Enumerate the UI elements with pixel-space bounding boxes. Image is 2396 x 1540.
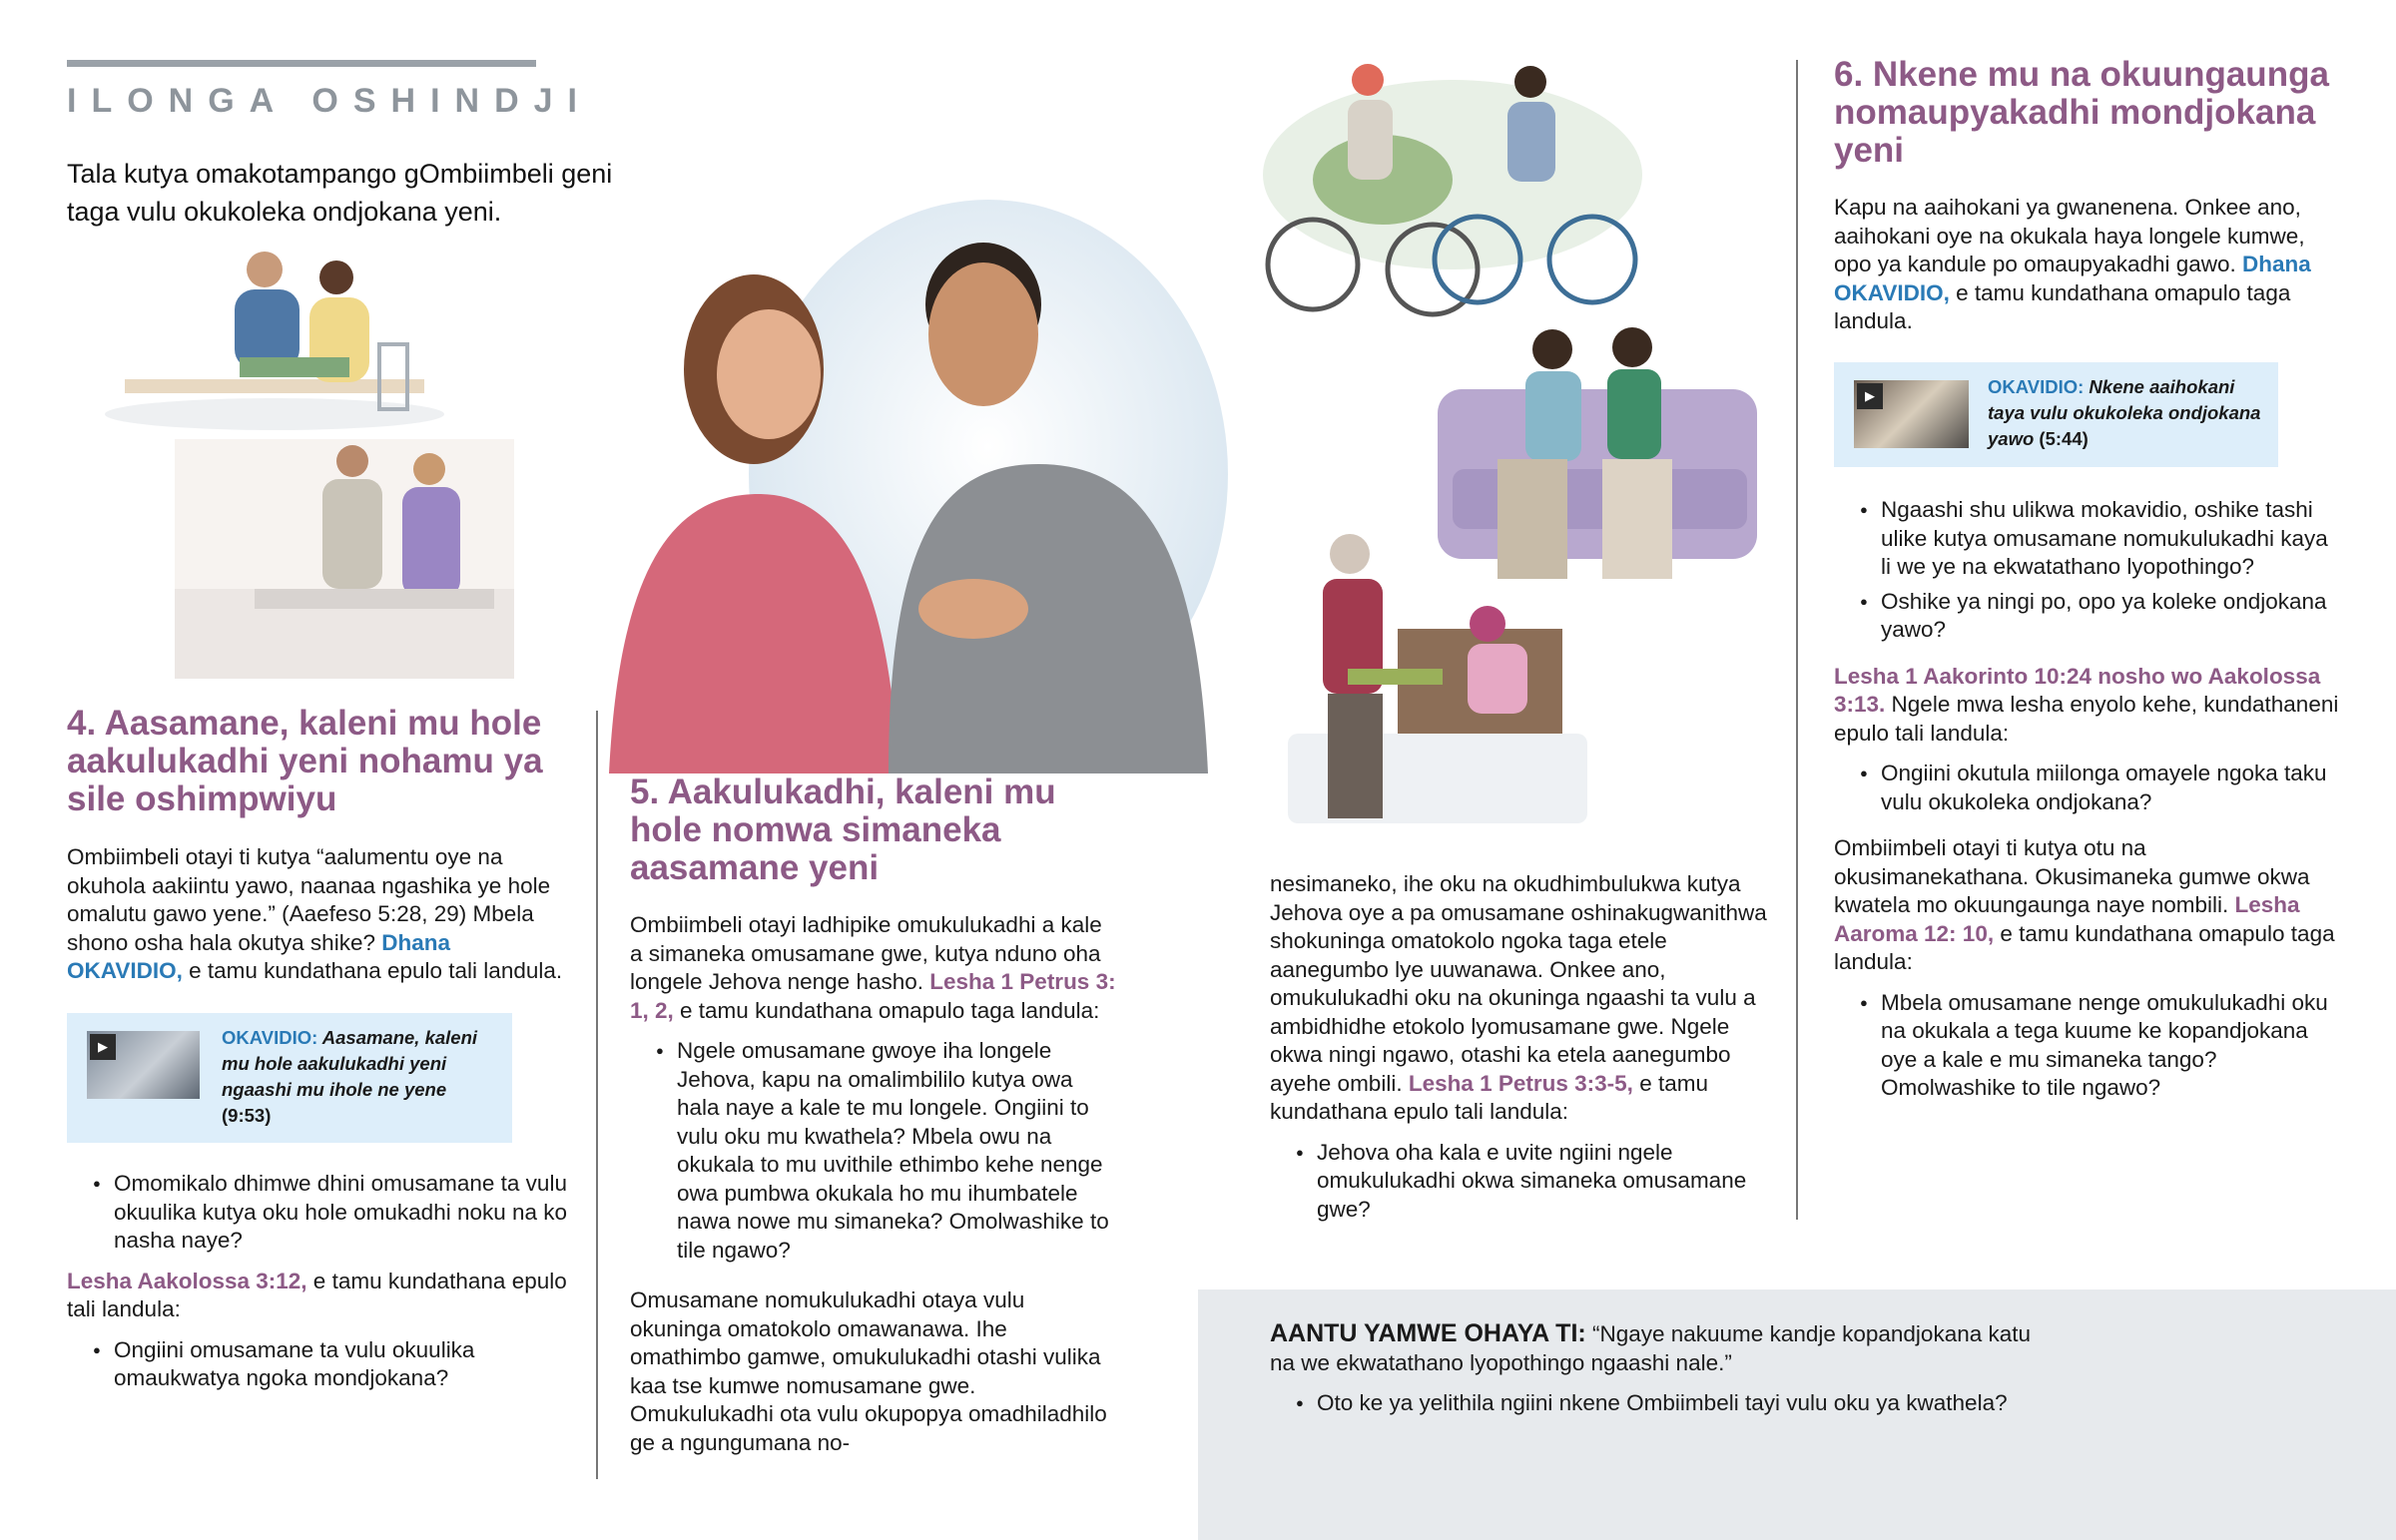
question-item: ● Jehova oha kala e uvite ngiini ngele omukulukadhi okwa simaneka omusamane gwe? <box>1270 1139 1769 1225</box>
section4-heading: 4. Aasamane, kaleni mu hole aakulukadhi yeni nohamu ya sile oshimpwiyu <box>67 704 543 818</box>
section6-body: Kapu na aaihokani ya gwanenena. Onkee ano, aaihokani oye na okukala haya longele kumwe, opo ya kandule po omaupyakadhi gawo. Dhana OKAVIDIO, e tamu kundathana omapulo taga landula. <box>1834 195 2311 333</box>
scripture-ref[interactable]: Lesha Aakolossa 3:12, <box>67 1268 307 1293</box>
scripture-ref[interactable]: Lesha 1 Aakorinto 10:24 nosho wo Aakolossa 3:13. <box>1834 663 2321 717</box>
lead-text: Tala kutya omakotampango gOmbiimbeli geni taga vulu okukoleka ondjokana yeni. <box>67 159 613 227</box>
section6-questions: ● Ngaashi shu ulikwa mokavidio, oshike tashi ulike kutya omusamane nomukulukadhi kaya li we ye na ekwatathano lyopothingo? ● Oshike ya ningi po, opo ya koleke ondjokana yawo? Lesha 1 Aakorinto 10:24 nosho wo Aakolossa 3:13. Ngele mwa lesha enyolo kehe, kundathaneni epulo tali landula: ● Ongiini okutula miilonga omayele ngoka taku vulu okukoleka ondjokana? Ombiimbeli otayi ti kutya otu na okusimanekathana. Okusimaneka gumwe okwa kwatela mo okuungaunga naye nombili. Lesha Aaroma 12: 10, e tamu kundathana omapulo taga landula: ● Mbela omusamane nenge omukulukadhi oku na okukala a tega kuume ke kopandjokana oye a kale e mu simaneka tango? Omolwashike to tile ngawo? <box>1834 496 2343 1109</box>
column-divider <box>596 711 598 1479</box>
column-divider <box>1796 60 1798 1220</box>
play-icon[interactable]: ▶ <box>1857 383 1883 409</box>
question-item: ● Ongiini okutula miilonga omayele ngoka taku vulu okukoleka ondjokana? <box>1834 760 2343 816</box>
question-item: ● Ngele omusamane gwoye iha longele Jehova, kapu na omalimbililo kutya owa hala naye a kale te mu longele. Ongiini to vulu oku mu kwathela? Mbela owu na okukala to mu uvithile ethimbo kehe nenge owa pumbwa okukala ho mu ihumbatele nawa nowe mu simaneka? Omolwashike to tile ngawo? <box>630 1037 1119 1265</box>
couple-studying-illustration <box>95 240 454 434</box>
section4-video-link[interactable]: Dhana OKAVIDIO, <box>67 929 450 983</box>
section4-body <box>67 843 571 986</box>
question-item: ● Ongiini omusamane ta vulu okuulika omaukwatya ngoka mondjokana? <box>67 1336 571 1393</box>
scripture-ref[interactable]: Lesha Aaroma 12: 10, <box>1834 892 2300 946</box>
question-item: ● Mbela omusamane nenge omukulukadhi oku na okukala a tega kuume ke kopandjokana oye a kale e mu simaneka tango? Omolwashike to tile ngawo? <box>1834 989 2343 1103</box>
section4-video-box[interactable] <box>67 1013 512 1143</box>
couple-dishes-illustration <box>175 439 514 679</box>
section6-heading: 6. Nkene mu na okuungaunga nomaupyakadhi mondjokana yeni <box>1834 55 2329 170</box>
question-item: ● Ngaashi shu ulikwa mokavidio, oshike tashi ulike kutya omusamane nomukulukadhi kaya li we ye na ekwatathano lyopothingo? <box>1834 496 2343 582</box>
section5-heading: 5. Aakulukadhi, kaleni mu hole nomwa simaneka aasamane yeni <box>630 772 1056 887</box>
some-people-say-label: AANTU YAMWE OHAYA TI: <box>1270 1319 1586 1347</box>
caregiving-illustration <box>1268 534 1612 843</box>
section4-para: Ombiimbeli otayi ti kutya “aalumentu oye na okuhola aakiintu yawo, naanaa ngashika ye hole omalutu gawo yene.” (Aaefeso 5:28, 29) Mbela shono osha hala okutya shike? <box>67 844 551 955</box>
scripture-ref[interactable]: Lesha 1 Petrus 3: 1, 2, <box>630 969 1116 1023</box>
section4-video-title: OKAVIDIO: Aasamane, kaleni mu hole aakulukadhi yeni ngaashi mu ihole ne yene (9:53) <box>222 1027 478 1126</box>
section5-para-c: Omusamane nomukulukadhi otaya vulu okuninga omatokolo omawanawa. Ihe omathimbo gamwe, omukulukadhi otashi vulika kaa tse kumwe nomusamane gwe. Omukulukadhi ota vulu okupopya omadhiladhilo ge a ngungumana no- <box>630 1287 1107 1455</box>
section5-continued: nesimaneko, ihe oku na okudhimbulukwa kutya Jehova oye a pa omusamane oshinakugwanithwa shokuninga omatokolo ngoka taga etele aanegumbo lye uuwanawa. Onkee ano, omukulukadhi oku na okuninga ngaashi ta vulu a ambidhidhe etokolo lyomusamane gwe. Ngele okwa ningi ngawo, otashi ka etela aanegumbo ayehe ombili. Lesha 1 Petrus 3:3-5, e tamu kundathana epulo tali landula: ● Jehova oha kala e uvite ngiini ngele omukulukadhi okwa simaneka omusamane gwe? <box>1270 870 1769 1230</box>
some-people-say-text <box>1270 1319 2039 1424</box>
play-icon[interactable]: ▶ <box>90 1034 116 1060</box>
section6-video-link[interactable]: Dhana OKAVIDIO, <box>1834 252 2311 305</box>
section5-body: Ombiimbeli otayi ladhipike omukulukadhi a kale a simaneka omusamane gwe, kutya nduno oha longele Jehova nenge hasho. Lesha 1 Petrus 3: 1, 2, e tamu kundathana omapulo taga landula: ● Ngele omusamane gwoye iha longele Jehova, kapu na omalimbililo kutya owa hala naye a kale te mu longele. Ongiini to vulu oku mu kwathela? Mbela owu na okukala to mu uvithile ethimbo kehe nenge owa pumbwa okukala ho mu ihumbatele nawa nowe mu simaneka? Omolwashike to tile ngawo? Omusamane nomukulukadhi otaya vulu okuninga omatokolo omawanawa. Ihe omathimbo gamwe, omukulukadhi otashi vulika kaa tse kumwe nomusamane gwe. Omukulukadhi ota vulu okupopya omadhiladhilo ge a ngungumana no- <box>630 911 1119 1457</box>
header-rule <box>67 60 536 67</box>
section6-video-box[interactable] <box>1834 362 2278 467</box>
section4-para-end: e tamu kundathana epulo tali landula. <box>182 958 563 983</box>
couple-cycling-illustration <box>1253 60 1652 329</box>
section6-video-title: OKAVIDIO: Nkene aaihokani taya vulu okukoleka ondjokana yawo (5:44) <box>1988 376 2261 449</box>
couple-portrait-illustration <box>589 195 1238 773</box>
question-item: ● Oto ke ya yelithila ngiini nkene Ombiimbeli tayi vulu oku ya kwathela? <box>1270 1389 2039 1418</box>
section-kicker: ILONGA OSHINDJI <box>67 82 592 120</box>
question-item: ● Omomikalo dhimwe dhini omusamane ta vulu okuulika kutya oku hole omukadhi noku na ko nasha naye? <box>67 1170 571 1256</box>
some-people-say-quote: “Ngaye nakuume kandje kopandjokana katu na we ekwatathano lyopothingo ngaashi nale.” <box>1270 1321 2032 1375</box>
question-item: ● Oshike ya ningi po, opo ya koleke ondjokana yawo? <box>1834 588 2343 645</box>
scripture-ref[interactable]: Lesha 1 Petrus 3:3-5, <box>1402 1070 1633 1096</box>
section4-questions: ● Omomikalo dhimwe dhini omusamane ta vulu okuulika kutya oku hole omukadhi noku na ko nasha naye? Lesha Aakolossa 3:12, e tamu kundathana epulo tali landula: ● Ongiini omusamane ta vulu okuulika omaukwatya ngoka mondjokana? <box>67 1170 571 1399</box>
